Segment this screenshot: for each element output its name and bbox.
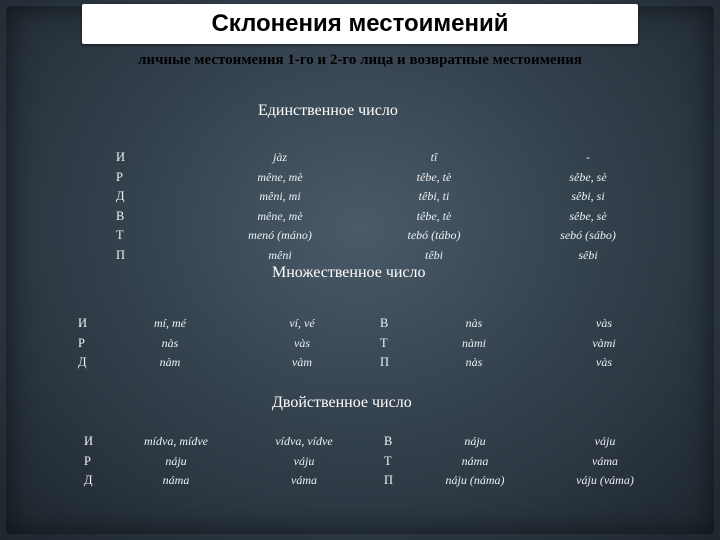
form-cell: sêbe, sè xyxy=(569,169,607,184)
form-cell: váju xyxy=(293,453,315,468)
plural-col-1st-person-nom xyxy=(120,314,220,373)
singular-heading: Единственное число xyxy=(258,102,398,119)
plural-heading: Множественное число xyxy=(272,264,426,281)
form-cell: sêbe, sè xyxy=(569,208,607,223)
dual-cases-left xyxy=(84,432,93,491)
form-cell: têbe, tè xyxy=(416,169,452,184)
form-cell: náju xyxy=(165,453,187,468)
plural-cases-left xyxy=(78,314,87,373)
form-cell: tî xyxy=(430,150,438,164)
form-cell: váju xyxy=(594,434,616,448)
form-cell: vàs xyxy=(596,355,612,369)
case-label: Р xyxy=(78,335,85,350)
plural-col-2nd-person-nom xyxy=(252,314,352,373)
form-cell: mídva, mídve xyxy=(144,434,208,448)
form-cell: nàmi xyxy=(462,335,486,350)
form-cell: vàm xyxy=(292,355,312,369)
form-cell: mêni, mi xyxy=(259,189,301,203)
form-cell: vàs xyxy=(294,335,310,350)
case-label: П xyxy=(384,473,394,487)
form-cell: vídva, vídve xyxy=(275,434,333,448)
case-label: В xyxy=(380,316,389,330)
dual-col-1st-person-nom xyxy=(116,432,236,491)
title-box xyxy=(82,4,638,44)
form-cell: nàs xyxy=(161,335,179,350)
case-label: Д xyxy=(84,473,93,487)
form-cell: váma xyxy=(592,453,618,468)
singular-cases xyxy=(116,148,125,265)
form-cell: têbe, tè xyxy=(416,208,452,223)
case-label: Т xyxy=(380,335,388,350)
form-cell: nàm xyxy=(159,355,181,369)
case-label: Д xyxy=(78,355,87,369)
dual-cases-right xyxy=(384,432,393,491)
dual-col-1st-person-acc xyxy=(420,432,530,491)
form-cell: menó (máno) xyxy=(248,228,312,242)
dual-col-2nd-person-nom xyxy=(244,432,364,491)
form-cell: mêne, mè xyxy=(257,169,303,184)
page-subtitle: личные местоимения 1-го и 2-го лица и возвратные местоимения xyxy=(138,52,582,68)
dual-heading: Двойственное число xyxy=(272,394,412,411)
case-label: Р xyxy=(116,169,123,184)
case-label: В xyxy=(384,434,393,448)
form-cell: vàmi xyxy=(592,335,616,350)
case-label: И xyxy=(84,434,94,448)
case-label: И xyxy=(78,316,88,330)
page-title: Склонения местоимений xyxy=(211,10,509,37)
form-cell: sêbi xyxy=(578,247,598,262)
singular-col-reflexive xyxy=(538,148,638,265)
form-cell: - xyxy=(586,150,590,164)
plural-cases-right xyxy=(380,314,389,373)
case-label: В xyxy=(116,208,125,223)
case-label: П xyxy=(380,355,390,369)
form-cell: náma xyxy=(461,453,489,468)
case-label: П xyxy=(116,247,126,262)
form-cell: tebó (tábo) xyxy=(407,228,461,242)
form-cell: sebó (sábo) xyxy=(560,228,616,242)
form-cell: nàs xyxy=(465,355,483,369)
singular-col-2nd-person xyxy=(384,148,484,265)
form-cell: têbi, ti xyxy=(418,189,450,203)
case-label: Т xyxy=(116,228,124,242)
form-cell: váju (váma) xyxy=(576,473,634,487)
form-cell: mí, mé xyxy=(154,316,186,330)
plural-col-1st-person-acc xyxy=(424,314,524,373)
form-cell: váma xyxy=(291,473,317,487)
singular-col-1st-person xyxy=(230,148,330,265)
case-label: И xyxy=(116,150,126,164)
form-cell: sêbi, si xyxy=(571,189,605,203)
form-cell: mêni xyxy=(268,247,292,262)
case-label: Т xyxy=(384,453,392,468)
form-cell: náju xyxy=(464,434,486,448)
form-cell: náju (náma) xyxy=(445,473,505,487)
form-cell: nàs xyxy=(465,316,483,330)
form-cell: mêne, mè xyxy=(257,208,303,223)
plural-col-2nd-person-acc xyxy=(554,314,654,373)
form-cell: têbi xyxy=(425,247,443,262)
form-cell: jàz xyxy=(272,150,287,164)
form-cell: náma xyxy=(162,473,190,487)
form-cell: ví, vé xyxy=(289,316,315,330)
form-cell: vàs xyxy=(596,316,612,330)
dual-col-2nd-person-acc xyxy=(550,432,660,491)
case-label: Р xyxy=(84,453,91,468)
case-label: Д xyxy=(116,189,125,203)
